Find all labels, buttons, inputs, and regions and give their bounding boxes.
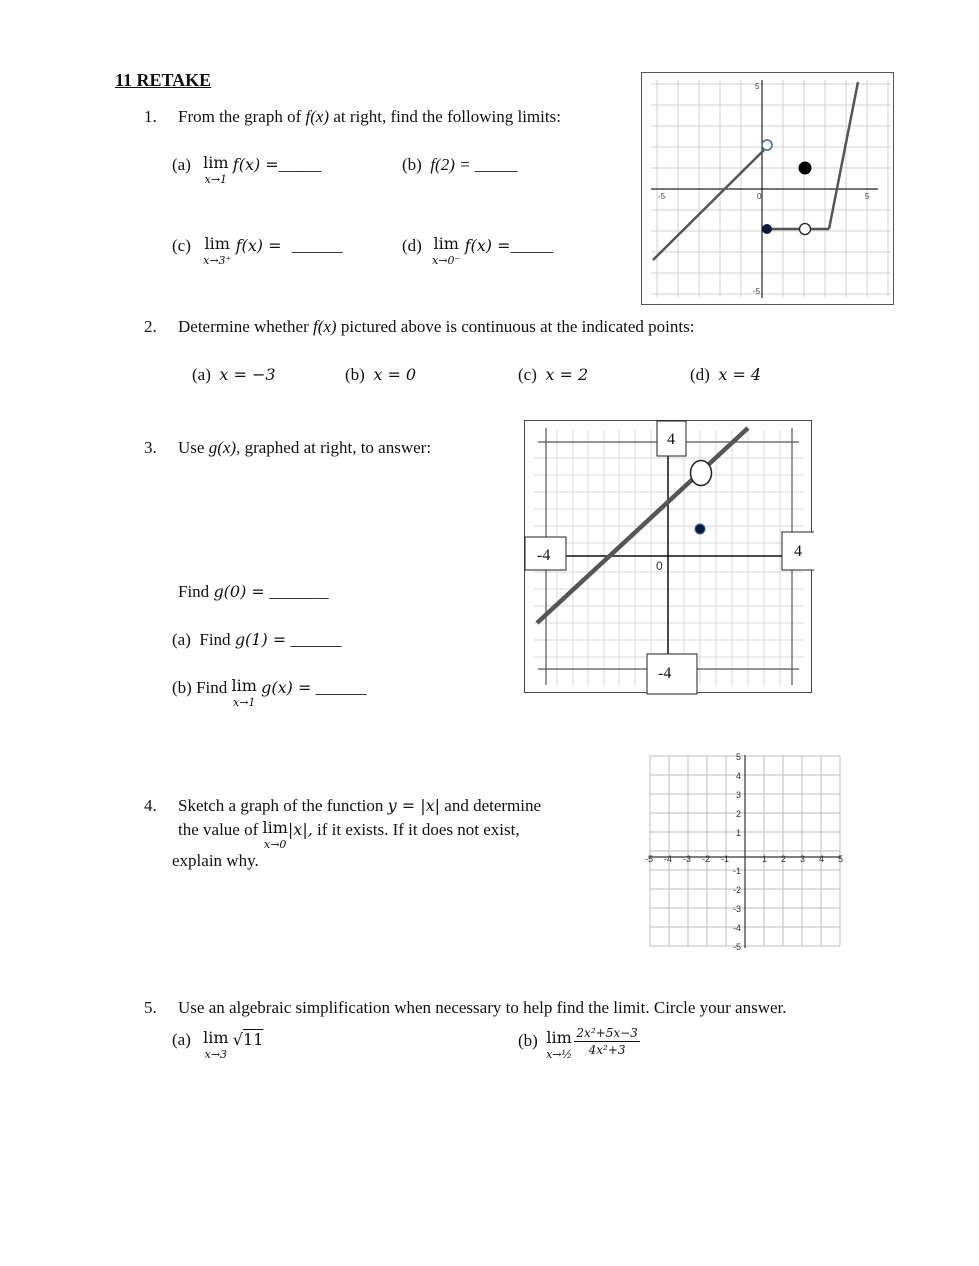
x-tick-label: -1 bbox=[721, 854, 730, 864]
y-tick-label: 5 bbox=[736, 752, 742, 762]
q3-prompt: Use g(x), graphed at right, to answer: bbox=[178, 438, 432, 457]
graph-f-filled-point-origin bbox=[762, 224, 772, 234]
q2-prompt: Determine whether f(x) pictured above is continuous at the indicated points: bbox=[178, 317, 695, 336]
graph-g-origin: 0 bbox=[656, 559, 663, 573]
graph-f-tick-pos-y: 5 bbox=[755, 82, 760, 91]
graph-blank-y-ticks bbox=[733, 752, 741, 952]
q1-number: 1. bbox=[144, 107, 157, 126]
q2-part-d: (d) x = 4 bbox=[690, 365, 762, 384]
q3-number: 3. bbox=[144, 438, 157, 457]
q5-prompt: Use an algebraic simplification when necessary to help find the limit. Circle your answer. bbox=[178, 998, 787, 1017]
q1-part-a: (a) lim x→1 f(x) =_____ bbox=[172, 153, 322, 186]
graph-g-open-point bbox=[691, 461, 712, 486]
y-tick-label: -2 bbox=[733, 885, 742, 895]
graph-g-label-bottom: -4 bbox=[658, 665, 672, 682]
x-tick-label: 2 bbox=[781, 854, 787, 864]
y-tick-label: -1 bbox=[733, 866, 742, 876]
q1-part-b: (b) f(2) = _____ bbox=[402, 155, 518, 174]
graph-f-tick-neg-x: -5 bbox=[658, 192, 666, 201]
x-tick-label: -4 bbox=[664, 854, 673, 864]
q3-part-a: (a) Find g(1) = ______ bbox=[172, 630, 342, 649]
q5-part-b: (b) lim x→½ $\frac{\text{2x²+5x−3}}{\text{4x²+3}}$ bbox=[518, 1025, 638, 1061]
y-tick-label: 2 bbox=[736, 809, 742, 819]
graph-g-label-box-bottom bbox=[647, 654, 697, 694]
q3-find-g0: Find g(0) = _______ bbox=[178, 582, 329, 601]
graph-blank-grid bbox=[640, 748, 850, 953]
y-tick-label: -3 bbox=[733, 904, 742, 914]
graph-f-filled-point bbox=[799, 162, 812, 175]
graph-blank-x-ticks bbox=[645, 854, 843, 864]
y-tick-label: 3 bbox=[736, 790, 742, 800]
q1-part-d: (d) lim x→0⁻ f(x) =_____ bbox=[402, 234, 553, 267]
graph-g-label-left: -4 bbox=[537, 547, 551, 564]
q3-part-b: (b) Find lim x→1 g(x) = ______ bbox=[172, 676, 367, 709]
x-tick-label: -5 bbox=[645, 854, 654, 864]
x-tick-label: 3 bbox=[800, 854, 806, 864]
q1-part-c: (c) lim x→3⁺ f(x) = ______ bbox=[172, 234, 343, 267]
q4-number: 4. bbox=[144, 796, 157, 815]
graph-f-tick-pos-x: 5 bbox=[865, 192, 870, 201]
q4-line3: explain why. bbox=[172, 851, 259, 870]
q1-prompt: From the graph of f(x) at right, find the following limits: bbox=[178, 107, 561, 126]
graph-f-tick-origin: 0 bbox=[757, 192, 762, 201]
x-tick-label: -3 bbox=[683, 854, 692, 864]
graph-g-label-top: 4 bbox=[667, 431, 675, 448]
graph-g-filled-point bbox=[695, 524, 705, 534]
x-tick-label: -2 bbox=[702, 854, 711, 864]
x-tick-label: 5 bbox=[838, 854, 844, 864]
graph-f-tick-neg-y: -5 bbox=[753, 287, 761, 296]
q4-line1: Sketch a graph of the function y = |x| and determine bbox=[178, 796, 542, 815]
graph-f-open-point-2 bbox=[800, 224, 811, 235]
graph-f-open-point-top bbox=[762, 140, 772, 150]
q5-number: 5. bbox=[144, 998, 157, 1017]
y-tick-label: 4 bbox=[736, 771, 742, 781]
q2-part-b: (b) x = 0 bbox=[345, 365, 417, 384]
y-tick-label: -4 bbox=[733, 923, 742, 933]
q2-number: 2. bbox=[144, 317, 157, 336]
x-tick-label: 1 bbox=[762, 854, 768, 864]
graph-g bbox=[524, 420, 814, 696]
graph-f bbox=[641, 72, 895, 306]
page-title: 11 RETAKE bbox=[115, 70, 212, 90]
y-tick-label: 1 bbox=[736, 828, 742, 838]
q4-line2: the value of lim x→0 |x|, if it exists. If it does not exist, bbox=[178, 818, 520, 851]
y-tick-label: -5 bbox=[733, 942, 742, 952]
q5-part-a: (a) lim x→3 √11 bbox=[172, 1028, 264, 1061]
q2-part-a: (a) x = −3 bbox=[192, 365, 276, 384]
x-tick-label: 4 bbox=[819, 854, 825, 864]
graph-g-label-right: 4 bbox=[794, 543, 802, 560]
q2-part-c: (c) x = 2 bbox=[518, 365, 589, 384]
